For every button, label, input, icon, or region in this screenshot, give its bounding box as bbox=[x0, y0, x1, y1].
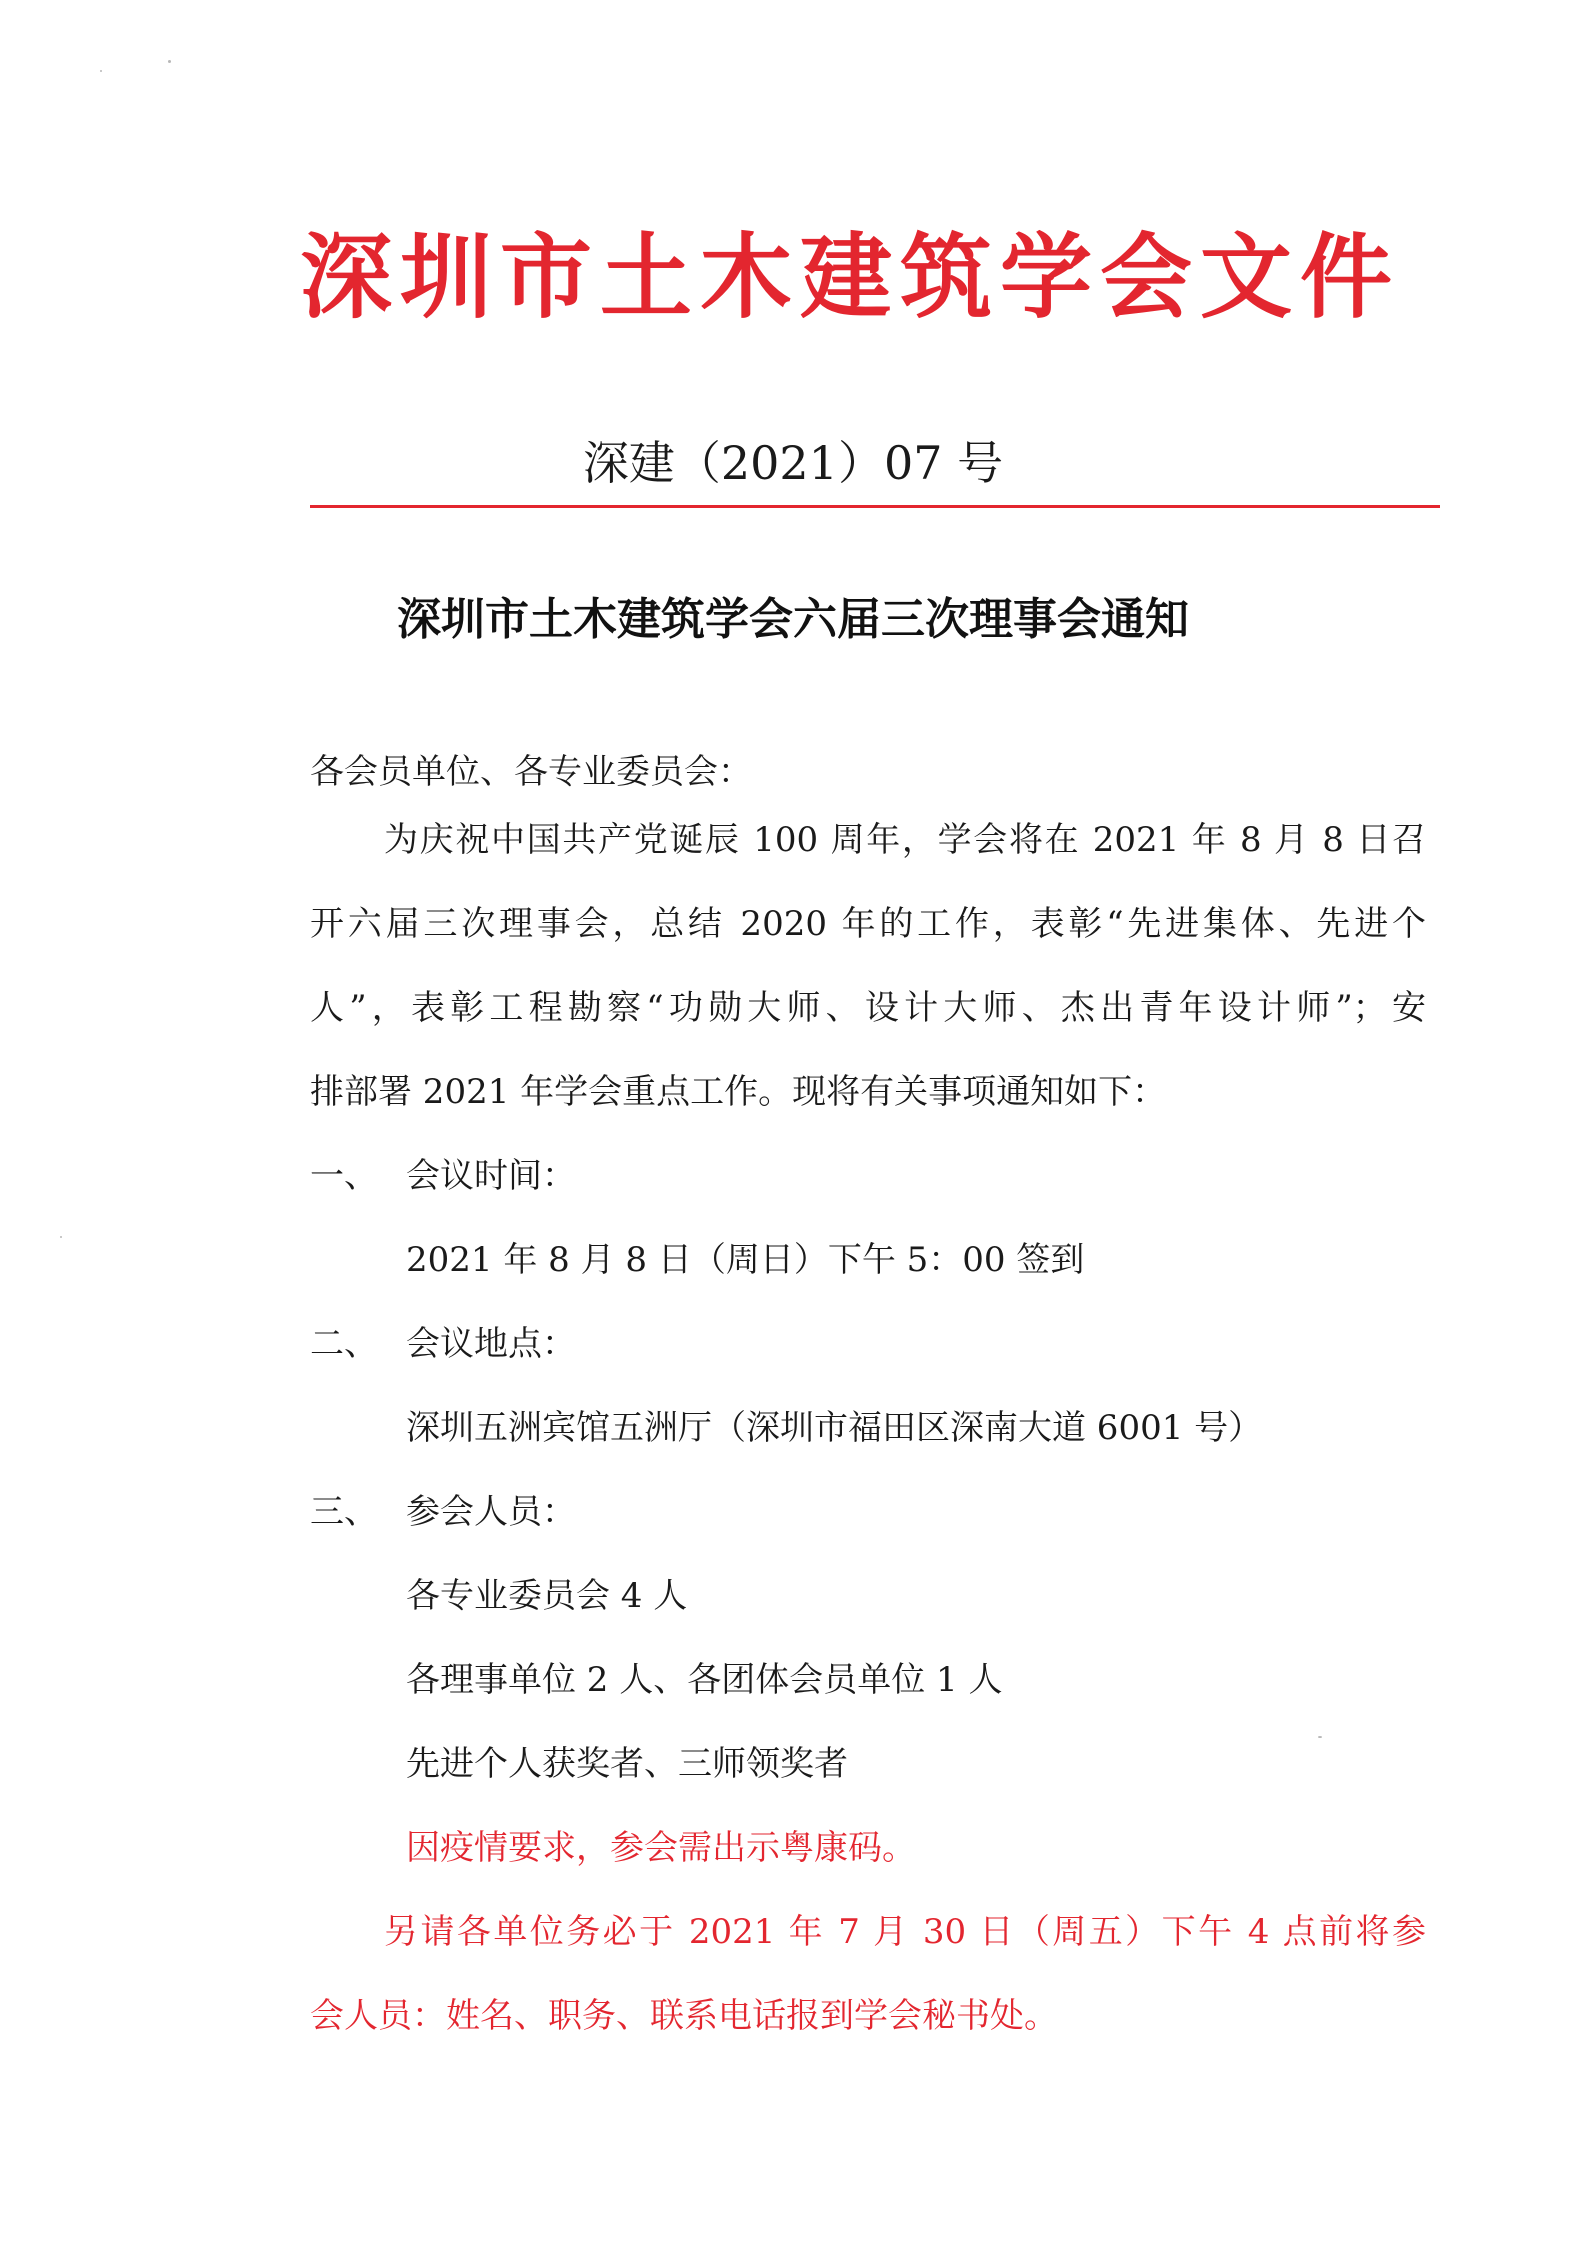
section-heading: 会议时间： bbox=[406, 1156, 576, 1196]
section-number: 一、 bbox=[310, 1156, 378, 1196]
masthead-title: 深圳市土木建筑学会文件 bbox=[300, 224, 1401, 331]
salutation: 各会员单位、各专业委员会： bbox=[310, 752, 752, 792]
deadline-line-2: 会人员：姓名、职务、联系电话报到学会秘书处。 bbox=[310, 1996, 1058, 2036]
attendee-item: 各理事单位 2 人、各团体会员单位 1 人 bbox=[406, 1660, 1003, 1700]
scan-speck bbox=[168, 60, 171, 63]
intro-line-1: 为庆祝中国共产党诞辰 100 周年，学会将在 2021 年 8 月 8 日召 bbox=[384, 820, 1426, 860]
section-number: 三、 bbox=[310, 1492, 378, 1532]
intro-line-3: 人”，表彰工程勘察“功勋大师、设计大师、杰出青年设计师”；安 bbox=[310, 988, 1426, 1028]
intro-line-2: 开六届三次理事会，总结 2020 年的工作，表彰“先进集体、先进个 bbox=[310, 904, 1426, 944]
document-number: 深建（2021）07 号 bbox=[582, 436, 1004, 490]
attendee-item: 先进个人获奖者、三师领奖者 bbox=[406, 1744, 848, 1784]
deadline-line-1: 另请各单位务必于 2021 年 7 月 30 日（周五）下午 4 点前将参 bbox=[384, 1912, 1426, 1952]
scan-speck bbox=[1318, 1736, 1322, 1738]
covid-note: 因疫情要求，参会需出示粤康码。 bbox=[406, 1828, 916, 1868]
section-number: 二、 bbox=[310, 1324, 378, 1364]
section-heading: 参会人员： bbox=[406, 1492, 576, 1532]
meeting-location: 深圳五洲宾馆五洲厅（深圳市福田区深南大道 6001 号） bbox=[406, 1408, 1263, 1448]
scan-speck bbox=[60, 1236, 62, 1238]
section-heading-attendees bbox=[310, 1492, 576, 1532]
notice-title: 深圳市土木建筑学会六届三次理事会通知 bbox=[397, 594, 1189, 645]
intro-line-4: 排部署 2021 年学会重点工作。现将有关事项通知如下： bbox=[310, 1072, 1167, 1112]
scan-speck bbox=[100, 70, 102, 72]
section-heading-location bbox=[310, 1324, 576, 1364]
red-divider-line bbox=[310, 505, 1440, 508]
section-heading: 会议地点： bbox=[406, 1324, 576, 1364]
attendee-item: 各专业委员会 4 人 bbox=[406, 1576, 688, 1616]
meeting-time: 2021 年 8 月 8 日（周日）下午 5：00 签到 bbox=[406, 1240, 1085, 1280]
section-heading-time bbox=[310, 1156, 576, 1196]
